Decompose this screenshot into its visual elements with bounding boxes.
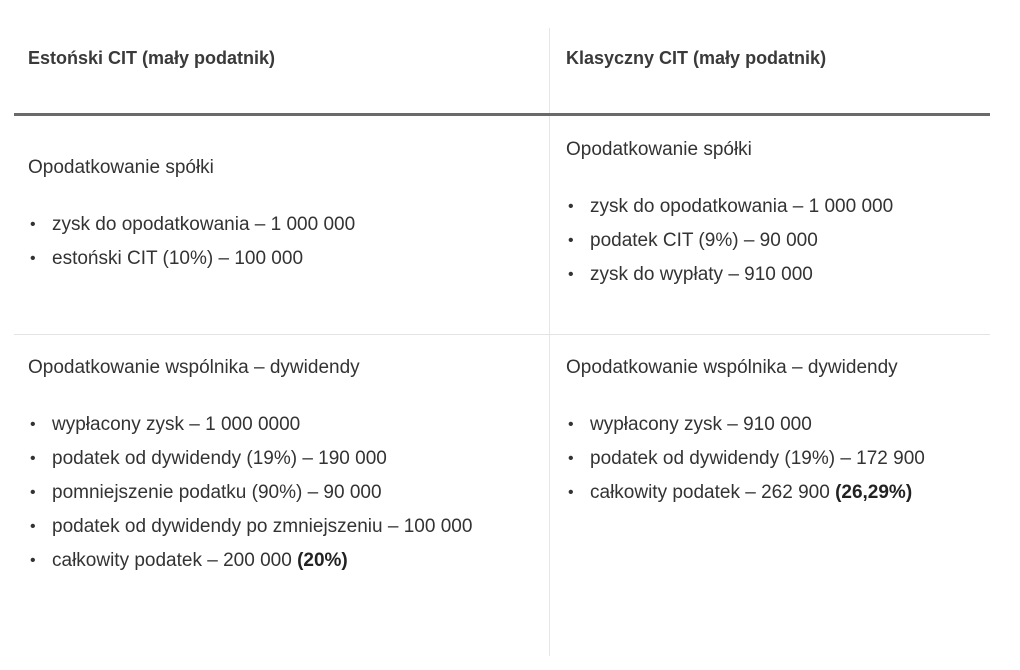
row1-left-list — [28, 208, 538, 276]
list-item: • podatek od dywidendy po zmniejszeniu – 100 000 — [30, 516, 473, 537]
header-divider — [14, 113, 990, 116]
list-item: • estoński CIT (10%) – 100 000 — [30, 248, 304, 269]
row2-left-title: Opodatkowanie wspólnika – dywidendy — [28, 357, 360, 378]
row2-right-title: Opodatkowanie wspólnika – dywidendy — [566, 357, 898, 378]
list-item: • wypłacony zysk – 1 000 0000 — [30, 414, 301, 435]
row1-right-title: Opodatkowanie spółki — [566, 139, 752, 160]
list-item: • pomniejszenie podatku (90%) – 90 000 — [30, 482, 382, 503]
list-item: • podatek od dywidendy (19%) – 172 900 — [568, 448, 925, 469]
list-item: • podatek od dywidendy (19%) – 190 000 — [30, 448, 387, 469]
row1-left-cell — [28, 151, 538, 276]
list-item: • wypłacony zysk – 910 000 — [568, 414, 812, 435]
list-item: • całkowity podatek – 262 900 (26,29%) — [568, 482, 913, 503]
row2-right-cell — [566, 351, 976, 510]
list-item: • zysk do opodatkowania – 1 000 000 — [30, 214, 356, 235]
header-col2: Klasyczny CIT (mały podatnik) — [566, 48, 827, 68]
list-item: • podatek CIT (9%) – 90 000 — [568, 230, 818, 251]
column-divider — [549, 28, 550, 656]
row2-right-list — [566, 408, 976, 510]
total-tax-rate: (20%) — [297, 550, 348, 571]
row1-left-title: Opodatkowanie spółki — [28, 157, 214, 178]
row2-left-list — [28, 408, 538, 578]
row2-left-cell — [28, 351, 538, 578]
list-item: • zysk do wypłaty – 910 000 — [568, 264, 813, 285]
header-col1: Estoński CIT (mały podatnik) — [28, 48, 276, 68]
list-item: • całkowity podatek – 200 000 (20%) — [30, 550, 348, 571]
list-item: • zysk do opodatkowania – 1 000 000 — [568, 196, 894, 217]
row-divider — [14, 334, 990, 335]
row1-right-list — [566, 190, 986, 292]
total-tax-rate: (26,29%) — [835, 482, 913, 503]
row1-right-cell — [566, 133, 986, 292]
comparison-table — [14, 28, 990, 656]
